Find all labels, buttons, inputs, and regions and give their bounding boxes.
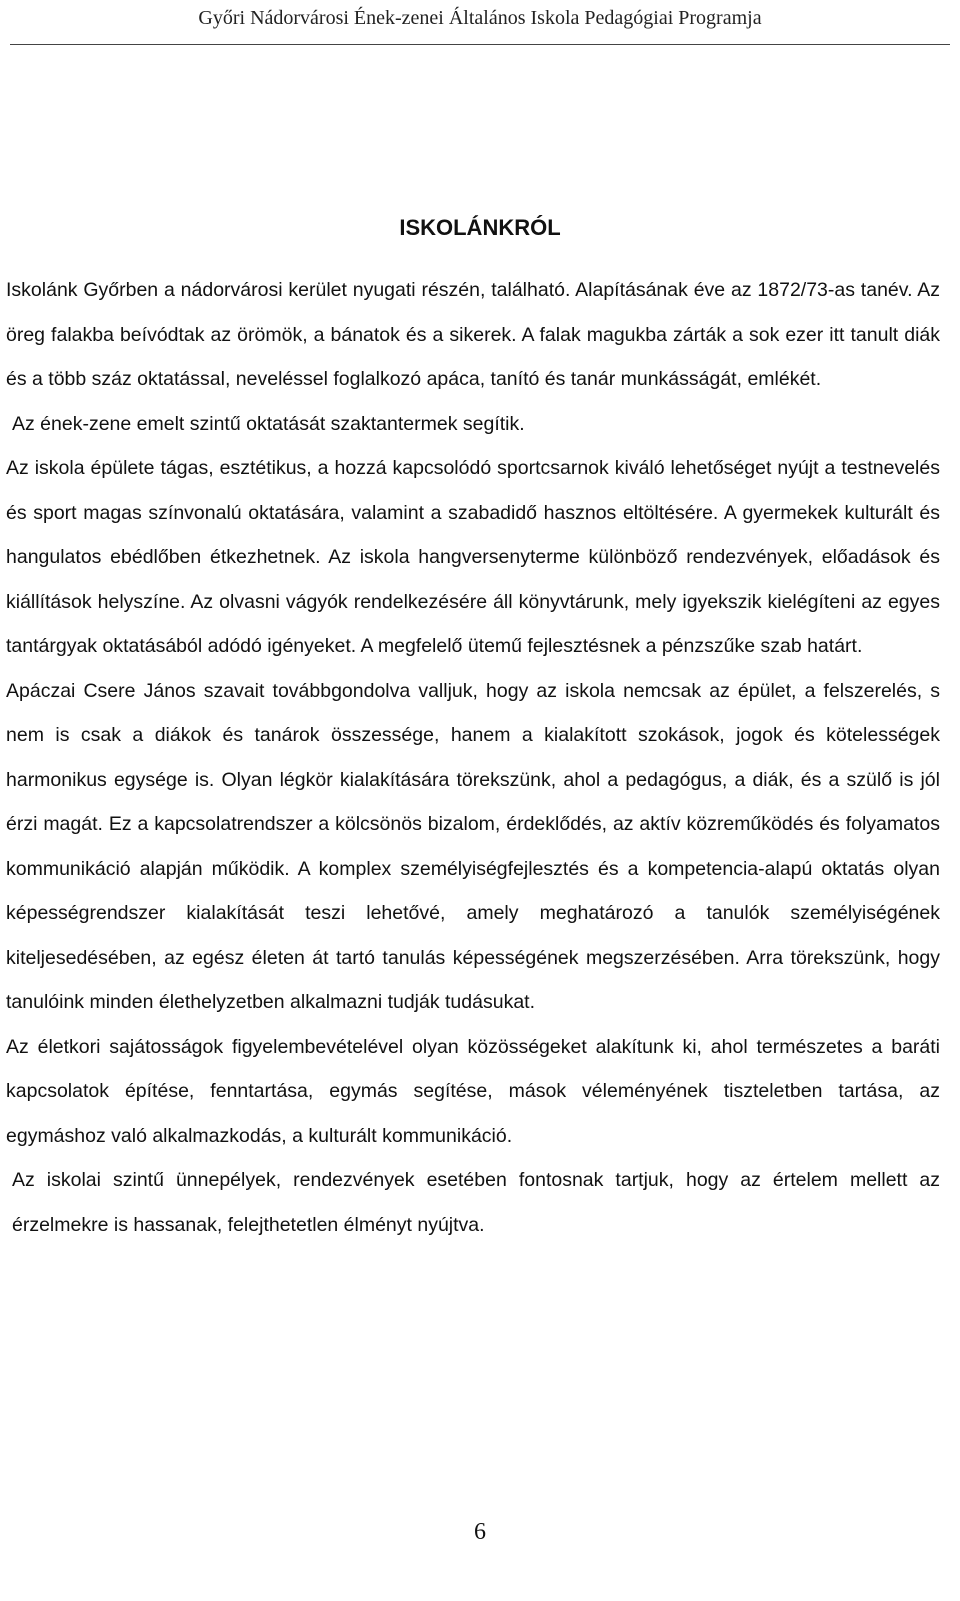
- section-title: ISKOLÁNKRÓL: [399, 215, 561, 240]
- document-body: [6, 268, 940, 1247]
- paragraph-facilities: Az iskola épülete tágas, esztétikus, a hozzá kapcsolódó sportcsarnok kiváló lehetőséget nyújt a testnevelés és sport magas színvonalú oktatására, valamint a szabadidő hasznos eltöltésére. A gyermekek kulturált és hangulatos ebédlőben étkezhetnek. Az iskola hangversenyterme különböző rendezvények, előadások és kiállítások helyszíne. Az olvasni vágyók rendelkezésére áll könyvtárunk, mely igyekszik kielégíteni az egyes tantárgyak oktatásából adódó igényeket. A megfelelő ütemű fejlesztésnek a pénzszűke szab határt.: [6, 457, 940, 657]
- header-text: Győri Nádorvárosi Ének-zenei Általános Iskola Pedagógiai Programja: [198, 7, 762, 29]
- paragraph-community: Az életkori sajátosságok figyelembevételével olyan közösségeket alakítunk ki, ahol természetes a baráti kapcsolatok építése, fenntartása, egymás segítése, mások véleményének tiszteletben tartása, az egymáshoz való alkalmazkodás, a kulturált kommunikáció.: [6, 1035, 940, 1147]
- page-number: 6: [474, 1519, 486, 1545]
- paragraph-music-rooms: Az ének-zene emelt szintű oktatását szaktantermek segítik.: [12, 412, 525, 435]
- paragraph-celebrations: Az iskolai szintű ünnepélyek, rendezvények esetében fontosnak tartjuk, hogy az értelem mellett az érzelmekre is hassanak, felejthetetlen élményt nyújtva.: [12, 1169, 940, 1236]
- page-header: [0, 0, 960, 48]
- paragraph-location-history: Iskolánk Győrben a nádorvárosi kerület nyugati részén, található. Alapításának éve az 1872/73-as tanév. Az öreg falakba beívódtak az örömök, a bánatok és a sikerek. A falak magukba zárták a sok ezer itt tanult diák és a több száz oktatással, neveléssel foglalkozó apáca, tanító és tanár munkásságát, emlékét.: [6, 279, 940, 390]
- header-divider: [10, 44, 950, 45]
- paragraph-values: Apáczai Csere János szavait továbbgondolva valljuk, hogy az iskola nemcsak az épület, a felszerelés, s nem is csak a diákok és tanárok összessége, hanem a kialakított szokások, jogok és kötelességek harmonikus egysége is. Olyan légkör kialakítására törekszünk, ahol a pedagógus, a diák, és a szülő is jól érzi magát. Ez a kapcsolatrendszer a kölcsönös bizalom, érdeklődés, az aktív közreműködés és folyamatos kommunikáció alapján működik. A komplex személyiségfejlesztés és a kompetencia-alapú oktatás olyan képességrendszer kialakítását teszi lehetővé, amely meghatározó a tanulók személyiségének kiteljesedésében, az egész életen át tartó tanulás képességének megszerzésében. Arra törekszünk, hogy tanulóink minden élethelyzetben alkalmazni tudják tudásukat.: [6, 679, 940, 1013]
